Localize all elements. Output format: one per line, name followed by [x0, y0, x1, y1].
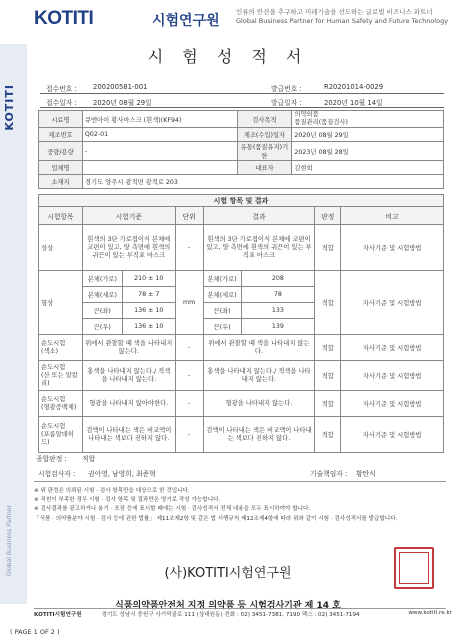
footer-company: KOTITI시험연구원 — [34, 612, 82, 618]
result-row-formaldehyde — [39, 417, 444, 453]
fluorescence-result: 형광을 나타내지 않는다. — [203, 391, 315, 417]
alkali-item: 순도시험 (산 또는 알칼리) — [39, 361, 83, 391]
testers-value: 권아영, 남영희, 최준혁 — [88, 470, 156, 478]
footer-title: 식품의약품안전처 지정 의약품 등 시험검사기관 제 14 호 — [115, 601, 341, 611]
color-unit: - — [175, 335, 203, 361]
shape-res-value-2: 133 — [241, 303, 315, 319]
legal-notice: 「식품 · 의약품분야 시험 · 검사 등에 관한 법률」 제11조제2항 및 같은 법 시행규칙 제12조제4항에 따라 위와 같이 시험 · 검사성적서를 발급합니다. — [34, 516, 398, 522]
appearance-item: 성상 — [39, 225, 83, 271]
qty-label: 중량/용량 — [39, 142, 83, 161]
shape-std-value-1: 78 ± 7 — [122, 287, 175, 303]
header-standard: 시험기준 — [82, 207, 175, 225]
note-line: ※ 검사결과를 광고하거나 용기 · 포장 등에 표시할 때에는 시험 · 검사성적서 전체 내용을 모두 표시하여야 합니다. — [34, 505, 311, 512]
info-row-qty — [39, 142, 444, 161]
shape-row-0 — [39, 271, 444, 287]
overall-label: 종합판정 : — [36, 455, 67, 463]
appearance-standard: 흰색의 3단 가로접이식 본체에 코편이 있고, 양 측면에 흰색의 귀끈이 있는 부직포 마스크 — [82, 225, 175, 271]
color-item: 순도시험 (색소) — [39, 335, 83, 361]
purpose-value: 의약외품 품질관리(품질검사) — [292, 111, 444, 128]
header-note: 비고 — [341, 207, 444, 225]
institute-name: (사)KOTITI시험연구원 — [164, 566, 292, 581]
company-value — [82, 161, 237, 175]
footer-address: 경기도 성남시 중원구 사기막골로 111 (상대원동) 전화 : 02) 3451-7381, 7190 팩스 : 02) 3451-7194 — [101, 612, 360, 618]
sample-label: 시료명 — [39, 111, 83, 128]
testers-label: 시험검사자 : — [38, 470, 76, 478]
shape-res-label-1: 본체(세로) — [203, 287, 241, 303]
formaldehyde-judgement: 적합 — [315, 417, 341, 453]
results-header-row — [39, 207, 444, 225]
logo-korean-name: 시험연구원 — [152, 13, 220, 29]
shape-res-label-2: 끈(좌) — [203, 303, 241, 319]
shape-std-label-1: 본체(세로) — [82, 287, 122, 303]
fluorescence-item: 순도시험 (형광증백제) — [39, 391, 83, 417]
alkali-standard: 홍색을 나타내지 않는다./ 적색을 나타내지 않는다. — [82, 361, 175, 391]
document-title: 시 험 성 적 서 — [147, 47, 309, 66]
header-item: 시험항목 — [39, 207, 83, 225]
issue-date-value: 2020년 10월 14일 — [324, 99, 383, 107]
formaldehyde-standard: 검액이 나타내는 색은 비교액이 나타내는 색보다 진하지 않다. — [82, 417, 175, 453]
results-table — [38, 194, 444, 453]
shape-res-value-0: 208 — [241, 271, 315, 287]
manager-value: 황탄식 — [356, 470, 376, 478]
issue-date-label: 발급일자 : — [271, 99, 302, 107]
qty-value: - — [82, 142, 237, 161]
header-result: 결과 — [203, 207, 315, 225]
tagline — [236, 8, 451, 26]
shape-res-value-1: 78 — [241, 287, 315, 303]
official-seal — [394, 547, 434, 589]
note-line: ※ 직원이 부족한 경우 시험 · 검사 항목 및 결과만은 영기로 작성 가능합니다. — [34, 496, 221, 503]
issue-no-label: 발급번호 : — [271, 85, 302, 93]
alkali-unit: - — [175, 361, 203, 391]
manager-label: 기술책임자 : — [310, 470, 348, 478]
expiry-value: 2023년 08월 28일 — [292, 142, 444, 161]
shape-std-label-3: 끈(우) — [82, 319, 122, 335]
sample-info-table — [38, 110, 444, 189]
mfg-date-value: 2020년 08월 29일 — [292, 128, 444, 142]
expiry-label: 유통(품질유지)기한 — [237, 142, 292, 161]
page-number: ( PAGE 1 OF 2 ) — [10, 628, 60, 636]
receipt-date-value: 2020년 08월 29일 — [93, 99, 152, 107]
purpose-label: 검사목적 — [237, 111, 292, 128]
color-note: 자사기준 및 시험방법 — [341, 335, 444, 361]
issue-no-value: R20201014-0029 — [324, 83, 384, 91]
header-judgement: 판정 — [315, 207, 341, 225]
info-row-sample — [39, 111, 444, 128]
formaldehyde-item: 순도시험 (포름알데히드) — [39, 417, 83, 453]
appearance-note: 자사기준 및 시험방법 — [341, 225, 444, 271]
tagline-korean: 인류의 안전을 추구하고 미래기술을 선도하는 글로벌 비즈니스 파트너 — [236, 8, 433, 16]
shape-std-label-2: 끈(좌) — [82, 303, 122, 319]
shape-res-label-0: 본체(가로) — [203, 271, 241, 287]
shape-item: 형상 — [39, 271, 83, 335]
mfg-no-value: Q02-01 — [82, 128, 237, 142]
info-row-company — [39, 161, 444, 175]
rep-label: 대표자 — [237, 161, 292, 175]
info-row-address — [39, 175, 444, 189]
fluorescence-unit: - — [175, 391, 203, 417]
receipt-no-value: 200200581-001 — [93, 83, 148, 91]
summary-divider — [34, 481, 446, 482]
result-row-appearance — [39, 225, 444, 271]
appearance-judgement: 적합 — [315, 225, 341, 271]
result-row-fluorescence — [39, 391, 444, 417]
shape-std-value-3: 136 ± 10 — [122, 319, 175, 335]
alkali-judgement: 적합 — [315, 361, 341, 391]
shape-std-value-0: 210 ± 10 — [122, 271, 175, 287]
kotiti-logo: KOTITI — [34, 8, 94, 29]
shape-res-value-3: 139 — [241, 319, 315, 335]
results-section-title: 시험 항목 및 결과 — [39, 195, 444, 207]
address-label: 소재지 — [39, 175, 83, 189]
shape-judgement: 적합 — [315, 271, 341, 335]
appearance-result: 흰색의 3단 가로접이식 본체에 코편이 있고, 양 측면에 흰색의 귀끈이 있는 부직포 마스크 — [203, 225, 315, 271]
color-judgement: 적합 — [315, 335, 341, 361]
formaldehyde-unit: - — [175, 417, 203, 453]
mfg-date-label: 제조(수입)일자 — [237, 128, 292, 142]
alkali-result: 홍색을 나타내지 않는다./ 적색을 나타내지 않는다. — [203, 361, 315, 391]
info-row-mfg — [39, 128, 444, 142]
footer-divider — [34, 608, 446, 609]
overall-value: 적합 — [82, 455, 96, 463]
alkali-note: 자사기준 및 시험방법 — [341, 361, 444, 391]
fluorescence-note: 자사기준 및 시험방법 — [341, 391, 444, 417]
meta-divider-2 — [40, 107, 444, 108]
shape-std-label-0: 본체(가로) — [82, 271, 122, 287]
formaldehyde-note: 자사기준 및 시험방법 — [341, 417, 444, 453]
formaldehyde-result: 검액이 나타내는 색은 비교액이 나타내는 색보다 진하지 않다. — [203, 417, 315, 453]
color-result: 위에서 관찰할 때 색을 나타내지 않는다. — [203, 335, 315, 361]
results-title-row — [39, 195, 444, 207]
shape-note: 자사기준 및 시험방법 — [341, 271, 444, 335]
tagline-english: Global Business Partner for Human Safety and Future Technology — [236, 17, 449, 25]
shape-res-label-3: 끈(우) — [203, 319, 241, 335]
footer-address-line — [34, 610, 452, 618]
shape-unit: mm — [175, 271, 203, 335]
footer-website[interactable]: www.kotiti.re.kr — [408, 610, 452, 616]
meta-divider-1 — [40, 93, 444, 94]
note-line: ※ 위 판정은 의뢰된 시험 · 검사 항목만을 대상으로 한 것입니다. — [34, 488, 190, 494]
mfg-no-label: 제조번호 — [39, 128, 83, 142]
rep-value: 김현희 — [292, 161, 444, 175]
receipt-no-label: 접수번호 : — [46, 85, 77, 93]
color-standard: 위에서 관찰할 때 색을 나타내지 않는다. — [82, 335, 175, 361]
result-row-color — [39, 335, 444, 361]
side-brand: KOTITI — [3, 84, 16, 131]
fluorescence-judgement: 적합 — [315, 391, 341, 417]
company-label: 업체명 — [39, 161, 83, 175]
fluorescence-standard: 형광을 나타내지 않아야한다. — [82, 391, 175, 417]
appearance-unit: - — [175, 225, 203, 271]
shape-std-value-2: 136 ± 10 — [122, 303, 175, 319]
address-value: 경기도 양주시 광적면 광적로 203 — [82, 175, 443, 189]
header-unit: 단위 — [175, 207, 203, 225]
receipt-date-label: 접수일자 : — [46, 99, 77, 107]
notes-block — [34, 487, 444, 513]
result-row-alkali — [39, 361, 444, 391]
side-caption: Global Business Partner — [6, 505, 13, 577]
sample-value: 큐엔아이 황사마스크 (흰색)(KF94) — [82, 111, 237, 128]
